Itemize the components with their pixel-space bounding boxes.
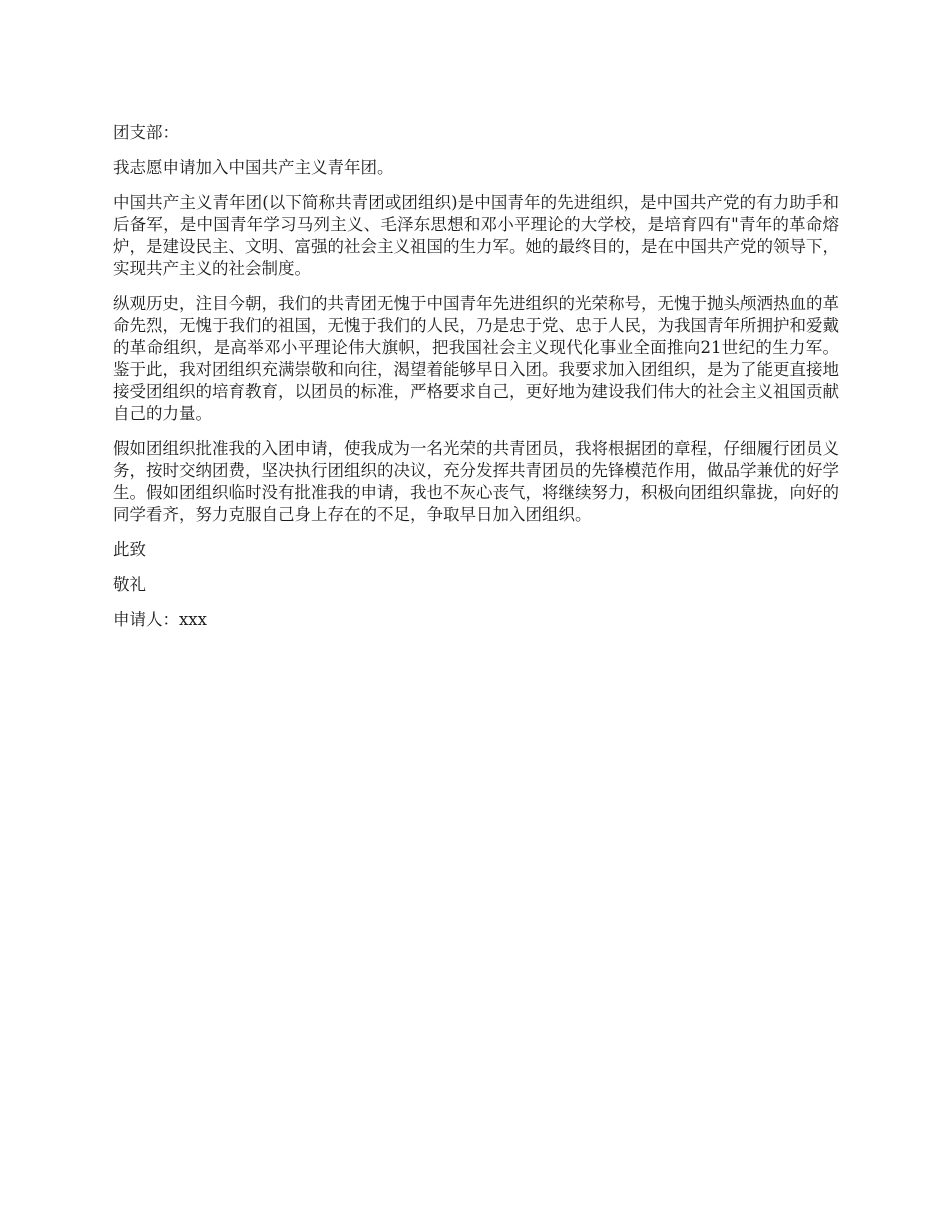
signature: 申请人：xxx bbox=[113, 610, 207, 629]
closing-line-2: 敬礼 bbox=[113, 575, 146, 594]
paragraph-2: 纵观历史，注目今朝，我们的共青团无愧于中国青年先进组织的光荣称号，无愧于抛头颅洒热血的革命先烈，无愧于我们的祖国，无愧于我们的人民，乃是忠于党、忠于人民，为我国青年所拥护和爱戴的革命组织，是高举邓小平理论伟大旗帜，把我国社会主义现代化事业全面推向21世纪的生力军。鉴于此，我对团组织充满崇敬和向往，渴望着能够早日入团。我要求加入团组织，是为了能更直接地接受团组织的培育教育，以团员的标准，严格要求自己，更好地为建设我们伟大的社会主义祖国贡献自己的力量。 bbox=[113, 294, 839, 423]
paragraph-1: 中国共产主义青年团(以下简称共青团或团组织)是中国青年的先进组织，是中国共产党的有力助手和后备军，是中国青年学习马列主义、毛泽东思想和邓小平理论的大学校，是培育四有"青年的革命熔炉，是建设民主、文明、富强的社会主义祖国的生力军。她的最终目的，是在中国共产党的领导下，实现共产主义的社会制度。 bbox=[113, 193, 839, 278]
intro-paragraph: 我志愿申请加入中国共产主义青年团。 bbox=[113, 158, 394, 177]
letter-body bbox=[113, 122, 839, 644]
closing-line-1: 此致 bbox=[113, 540, 146, 559]
salutation: 团支部： bbox=[113, 123, 179, 142]
paragraph-3: 假如团组织批准我的入团申请，使我成为一名光荣的共青团员，我将根据团的章程，仔细履行团员义务，按时交纳团费，坚决执行团组织的决议，充分发挥共青团员的先锋模范作用，做品学兼优的好学生。假如团组织临时没有批准我的申请，我也不灰心丧气，将继续努力，积极向团组织靠拢，向好的同学看齐，努力克服自己身上存在的不足，争取早日加入团组织。 bbox=[113, 439, 839, 524]
